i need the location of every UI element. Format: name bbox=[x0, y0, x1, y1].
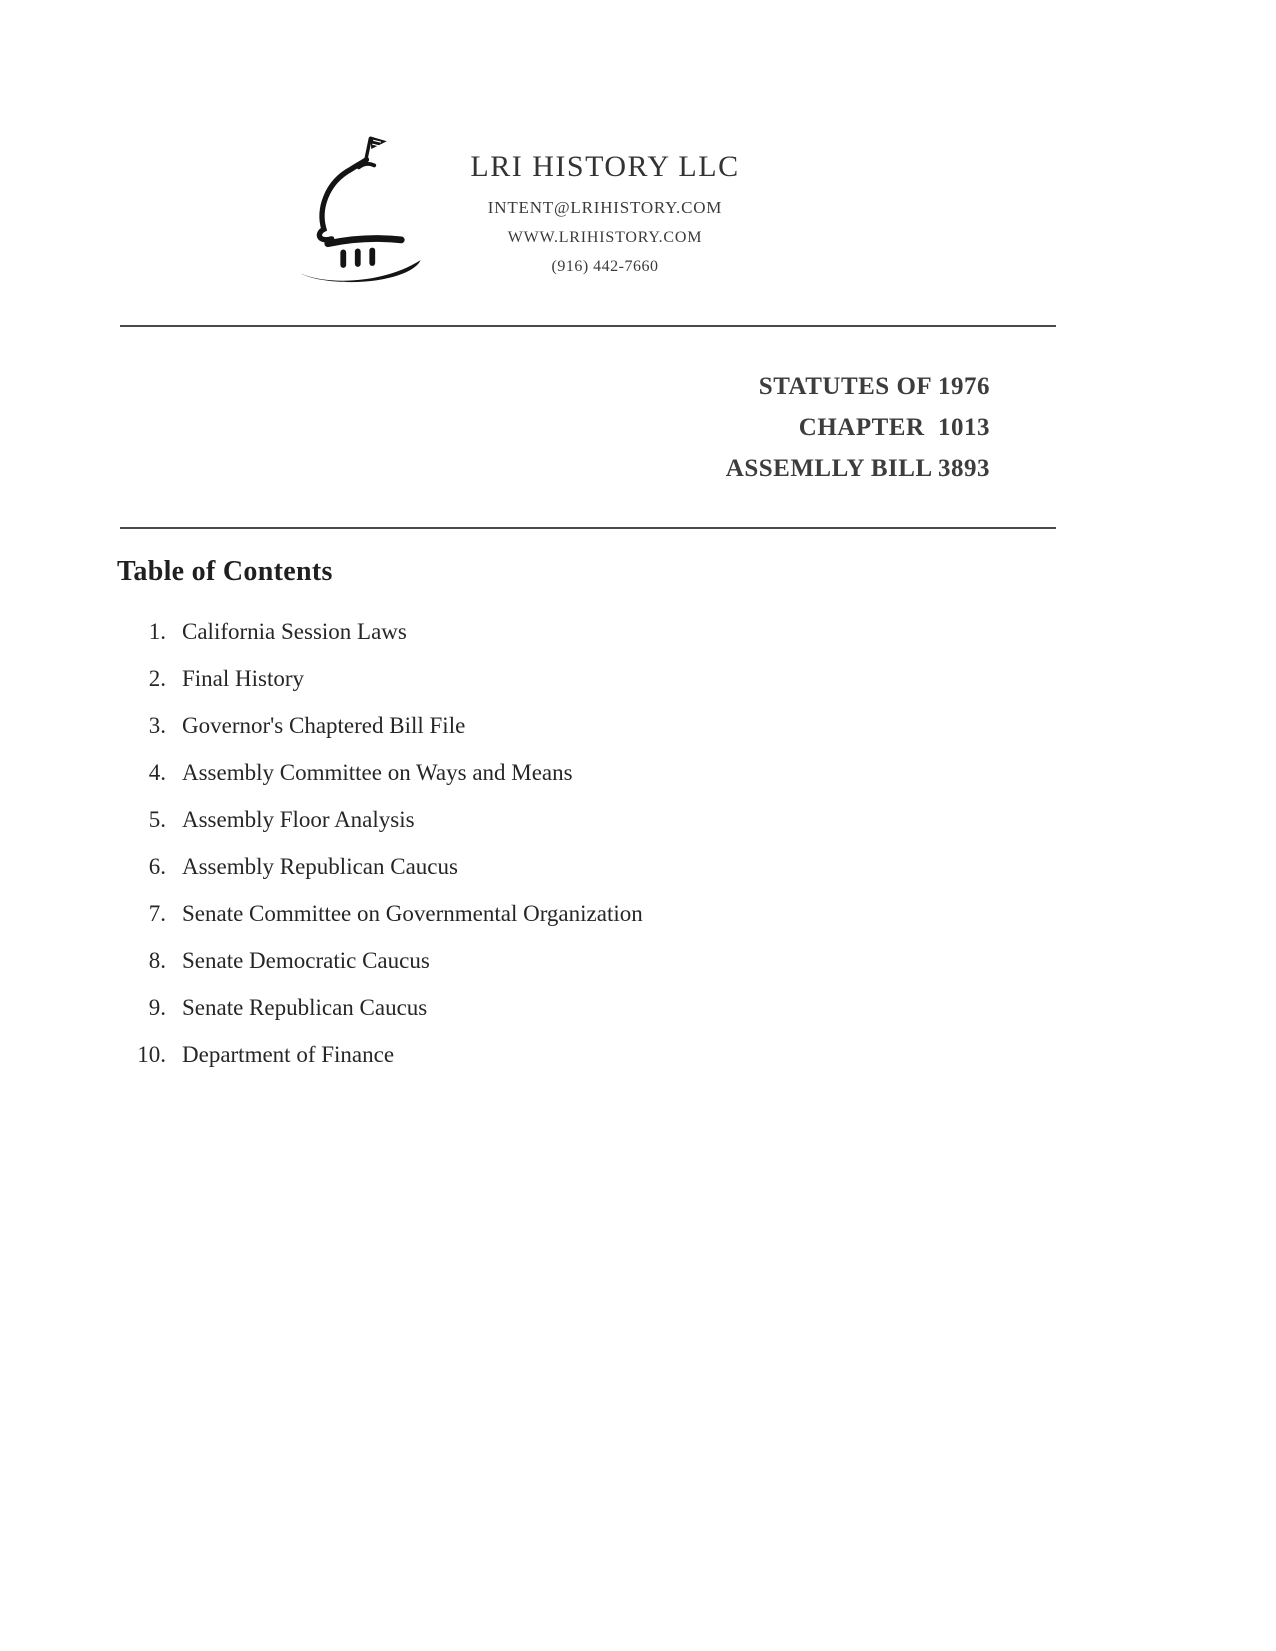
toc-item bbox=[120, 996, 940, 1020]
statutes-line-3: ASSEMLLY BILL 3893 bbox=[725, 455, 990, 482]
capitol-dome-logo-icon bbox=[293, 126, 438, 286]
toc-item-number: 8. bbox=[148, 948, 166, 973]
toc-item bbox=[120, 714, 940, 738]
toc-item-number: 5. bbox=[148, 807, 166, 832]
toc-item bbox=[120, 667, 940, 691]
letterhead bbox=[420, 150, 790, 276]
toc-item bbox=[120, 761, 940, 785]
toc-item-number: 9. bbox=[148, 995, 166, 1020]
toc-item-label: Senate Committee on Governmental Organization bbox=[182, 901, 643, 926]
toc-item-label: Senate Republican Caucus bbox=[182, 995, 428, 1020]
statutes-line-2: CHAPTER 1013 bbox=[798, 414, 990, 441]
toc-item-label: Governor's Chaptered Bill File bbox=[182, 713, 466, 738]
toc-item-number: 6. bbox=[148, 854, 166, 879]
org-phone: (916) 442-7660 bbox=[551, 258, 659, 275]
toc-item bbox=[120, 808, 940, 832]
toc-item-label: Senate Democratic Caucus bbox=[182, 948, 430, 973]
toc-list bbox=[120, 620, 940, 1090]
toc-item-number: 2. bbox=[148, 666, 166, 691]
toc-item-number: 7. bbox=[148, 901, 166, 926]
statutes-line-1: STATUTES OF 1976 bbox=[758, 373, 990, 400]
org-website: WWW.LRIHISTORY.COM bbox=[507, 229, 703, 246]
toc-item-number: 10. bbox=[137, 1042, 166, 1067]
toc-item bbox=[120, 620, 940, 644]
toc-item-label: Department of Finance bbox=[182, 1042, 395, 1067]
toc-item bbox=[120, 1043, 940, 1067]
divider-bottom bbox=[120, 527, 1056, 529]
toc-item bbox=[120, 902, 940, 926]
toc-title: Table of Contents bbox=[117, 556, 333, 587]
toc-item-number: 3. bbox=[148, 713, 166, 738]
toc-item-label: Assembly Committee on Ways and Means bbox=[182, 760, 573, 785]
toc-item-number: 4. bbox=[148, 760, 166, 785]
statutes-heading bbox=[520, 366, 990, 489]
toc-item-number: 1. bbox=[148, 619, 166, 644]
divider-top bbox=[120, 325, 1056, 327]
toc-item-label: California Session Laws bbox=[182, 619, 407, 644]
org-name: LRI HISTORY LLC bbox=[470, 150, 740, 183]
toc-item-label: Final History bbox=[182, 666, 305, 691]
toc-item bbox=[120, 949, 940, 973]
org-email: INTENT@LRIHISTORY.COM bbox=[487, 198, 723, 217]
toc-item bbox=[120, 855, 940, 879]
toc-item-label: Assembly Republican Caucus bbox=[182, 854, 458, 879]
toc-item-label: Assembly Floor Analysis bbox=[182, 807, 415, 832]
